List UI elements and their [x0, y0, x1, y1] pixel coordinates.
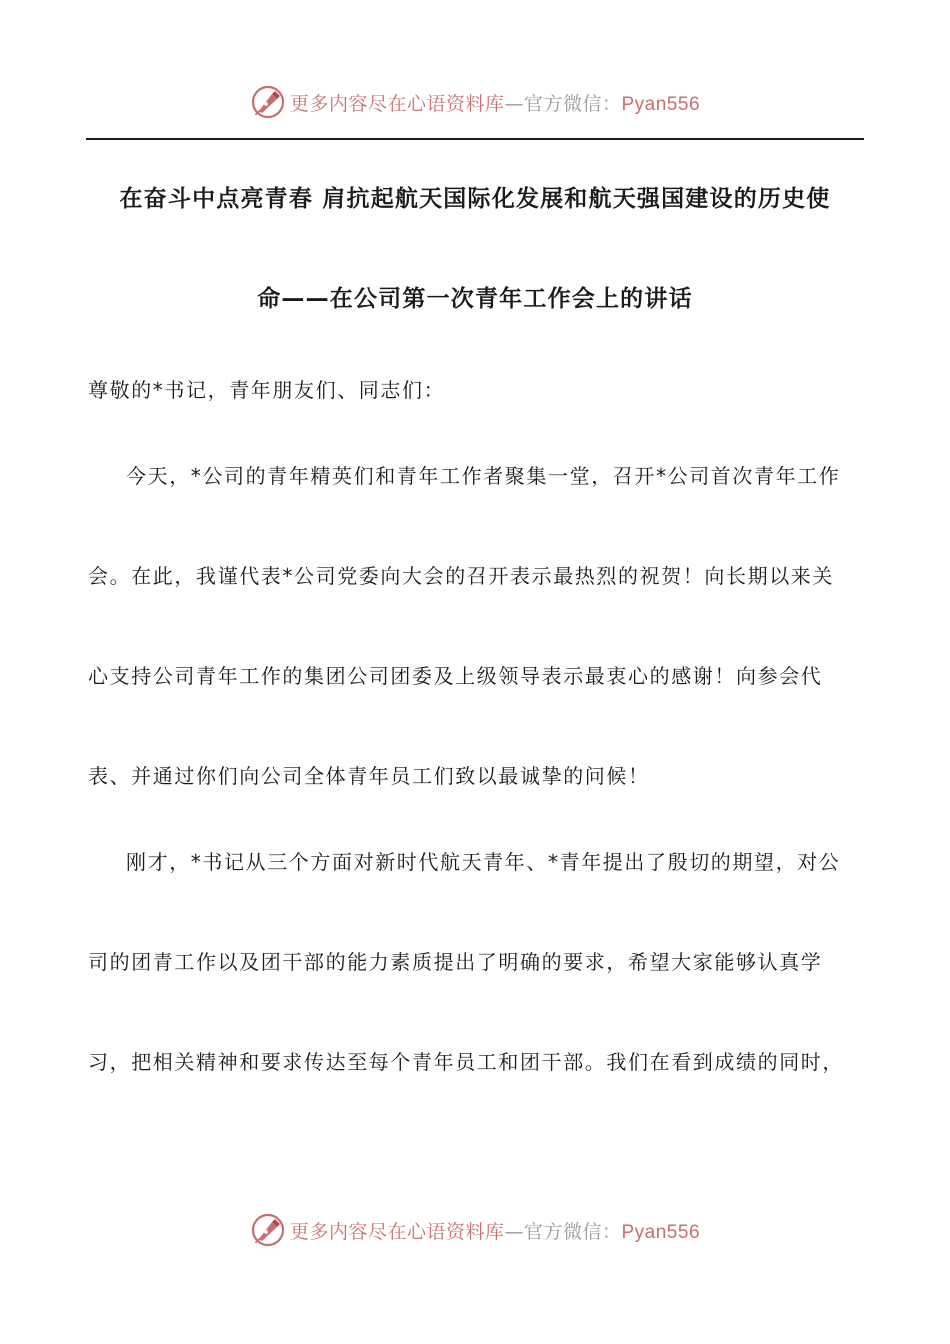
- watermark-contact: —官方微信：: [504, 92, 622, 115]
- watermark-wechat-id: Pyan556: [621, 1221, 701, 1243]
- watermark-brand: 更多内容尽在心语资料库: [289, 1220, 505, 1243]
- header-divider: [86, 138, 864, 140]
- document-title-line-2: 命——在公司第一次青年工作会上的讲话: [257, 286, 693, 312]
- body-line-3: 心支持公司青年工作的集团公司团委及上级领导表示最衷心的感谢！向参会代: [88, 664, 823, 688]
- watermark-brand: 更多内容尽在心语资料库: [289, 92, 505, 115]
- body-line-1: 今天，*公司的青年精英们和青年工作者聚集一堂，召开*公司首次青年工作: [126, 464, 841, 488]
- salutation: 尊敬的*书记，青年朋友们、同志们：: [88, 378, 446, 402]
- body-line-6: 司的团青工作以及团干部的能力素质提出了明确的要求，希望大家能够认真学: [88, 950, 823, 974]
- pen-nib-logo-icon: [250, 1212, 286, 1248]
- body-line-4: 表、并通过你们向公司全体青年员工们致以最诚挚的问候！: [88, 764, 650, 788]
- watermark-wechat-id: Pyan556: [621, 93, 701, 115]
- watermark-contact: —官方微信：: [504, 1220, 622, 1243]
- document-title-line-1: 在奋斗中点亮青春 肩抗起航天国际化发展和航天强国建设的历史使: [119, 186, 831, 212]
- watermark-text: [290, 89, 700, 116]
- body-line-7: 习，把相关精神和要求传达至每个青年员工和团干部。我们在看到成绩的同时，: [88, 1050, 844, 1074]
- pen-nib-logo-icon: [250, 84, 286, 120]
- header-watermark: [0, 80, 950, 124]
- body-line-2: 会。在此，我谨代表*公司党委向大会的召开表示最热烈的祝贺！向长期以来关: [88, 564, 834, 588]
- body-line-5: 刚才，*书记从三个方面对新时代航天青年、*青年提出了殷切的期望，对公: [126, 850, 841, 874]
- footer-watermark: [0, 1208, 950, 1252]
- watermark-text: [290, 1217, 700, 1244]
